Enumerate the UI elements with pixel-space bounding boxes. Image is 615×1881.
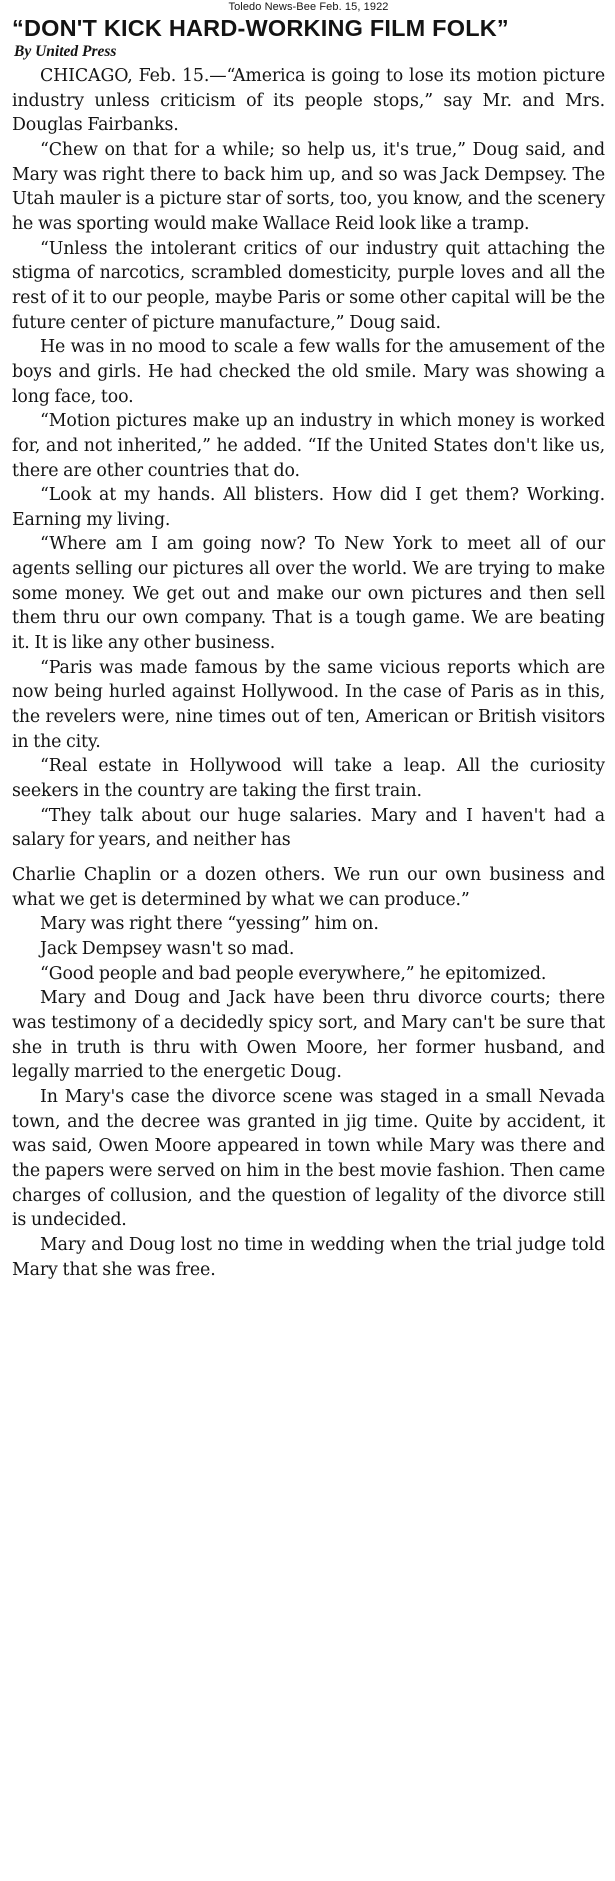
paragraph-12: Jack Dempsey wasn't so mad.	[40, 938, 295, 959]
paragraph-10: “They talk about our huge salaries. Mary and I haven't had a salary for years, and neither has	[12, 805, 605, 851]
paragraph-1: CHICAGO, Feb. 15.—“America is going to lose its motion picture industry unless criticism of its people stops,” say Mr. and Mrs. Douglas Fairbanks.	[12, 66, 605, 136]
paragraph-14: Mary and Doug and Jack have been thru divorce courts; there was testimony of a decidedly spicy sort, and Mary can't be sure that she in truth is thru with Owen Moore, her former husband, and legally married to the energetic Doug.	[12, 988, 605, 1083]
paragraph-7: “Where am I am going now? To New York to meet all of our agents selling our pictures all over the world. We are trying to make some money. We get out and make our own pictures and then sell them thru our own company. That is a tough game. We are beating it. It is like any other business.	[12, 534, 605, 654]
source-line: Toledo News-Bee Feb. 15, 1922	[228, 1, 389, 13]
paragraph-3: “Unless the intolerant critics of our industry quit attaching the stigma of narcotics, scrambled domesticity, purple loves and all the rest of it to our people, maybe Paris or some other capital will be the future center of picture manufacture,” Doug said.	[12, 238, 605, 333]
paragraph-10-continued: Charlie Chaplin or a dozen others. We run our own business and what we get is determined by what we can produce.”	[12, 865, 605, 910]
headline: “DON'T KICK HARD-WORKING FILM FOLK”	[12, 15, 509, 41]
paragraph-4: He was in no mood to scale a few walls for the amusement of the boys and girls. He had checked the old smile. Mary was showing a long face, too.	[12, 337, 605, 407]
paragraph-8: “Paris was made famous by the same vicious reports which are now being hurled against Hollywood. In the case of Paris as in this, the revelers were, nine times out of ten, American or British visitors in the city.	[12, 657, 605, 752]
paragraph-11: Mary was right there “yessing” him on.	[40, 914, 379, 935]
article-body	[12, 64, 605, 1282]
paragraph-16: Mary and Doug lost no time in wedding when the trial judge told Mary that she was free.	[12, 1234, 605, 1280]
paragraph-15: In Mary's case the divorce scene was staged in a small Nevada town, and the decree was granted in jig time. Quite by accident, it was said, Owen Moore appeared in town while Mary was there and the papers were served on him in the best movie fashion. Then came charges of collusion, and the question of legality of the divorce still is undecided.	[12, 1086, 605, 1231]
paragraph-2: “Chew on that for a while; so help us, it's true,” Doug said, and Mary was right there to back him up, and so was Jack Dempsey. The Utah mauler is a picture star of sorts, too, you know, and the scenery he was sporting would make Wallace Reid look like a tramp.	[12, 139, 606, 234]
paragraph-9: “Real estate in Hollywood will take a leap. All the curiosity seekers in the country are taking the first train.	[12, 756, 605, 802]
paragraph-6: “Look at my hands. All blisters. How did I get them? Working. Earning my living.	[12, 485, 605, 530]
paragraph-13: “Good people and bad people everywhere,” he epitomized.	[40, 963, 547, 984]
paragraph-5: “Motion pictures make up an industry in which money is worked for, and not inherited,” he added. “If the United States don't like us, there are other countries that do.	[12, 411, 605, 481]
byline: By United Press	[14, 43, 117, 60]
